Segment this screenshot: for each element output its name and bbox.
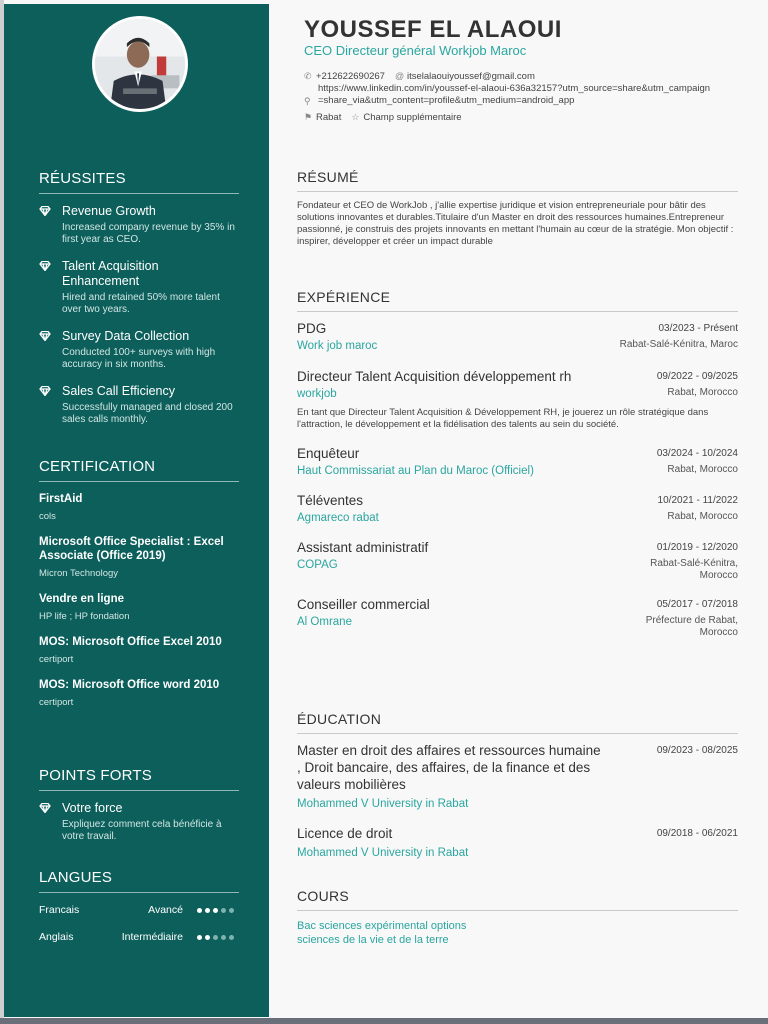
linkedin-contact[interactable] bbox=[304, 83, 714, 107]
diamond-icon bbox=[39, 261, 51, 271]
achievement-desc: Increased company revenue by 35% in first year as CEO. bbox=[62, 222, 235, 245]
achievement-desc: Conducted 100+ surveys with high accuracy in six months. bbox=[62, 347, 216, 370]
location-contact bbox=[304, 111, 341, 124]
diamond-icon bbox=[39, 206, 51, 216]
achievement-item bbox=[39, 204, 239, 246]
job-company: Al Omrane bbox=[297, 616, 352, 628]
summary-text: Fondateur et CEO de WorkJob , j'allie expertise juridique et vision entrepreneuriale pour bâtir des solutions innovantes et durables.Titulaire d'un Master en droit des ressources humaines.Entrepreneur passionné, je construis des projets innovants en mettant l'humain au cœur de la stratégie. Mon objectif : inspirer, développer et créer un impact durable bbox=[297, 200, 734, 247]
certification-name: MOS: Microsoft Office Excel 2010 bbox=[39, 636, 222, 648]
language-rating bbox=[197, 935, 234, 940]
certification-item bbox=[39, 678, 239, 708]
achievement-item bbox=[39, 329, 239, 371]
language-name: Anglais bbox=[39, 931, 74, 943]
email-text: itselalaouiyoussef@gmail.com bbox=[406, 71, 535, 82]
strength-title: Votre force bbox=[62, 801, 123, 815]
experience-item bbox=[297, 445, 738, 478]
job-date: 05/2017 - 07/2018 bbox=[656, 599, 738, 610]
experience-item bbox=[297, 596, 738, 639]
candidate-headline: CEO Directeur général Workjob Maroc bbox=[304, 43, 527, 58]
certification-item bbox=[39, 492, 239, 522]
sidebar bbox=[4, 4, 269, 1017]
education-item bbox=[297, 742, 738, 811]
phone-text: +212622690267 bbox=[316, 71, 385, 82]
achievement-title: Talent Acquisition Enhancement bbox=[62, 259, 159, 288]
achievement-title: Survey Data Collection bbox=[62, 329, 190, 343]
job-title: Directeur Talent Acquisition développement rh bbox=[297, 369, 572, 384]
achievement-item bbox=[39, 259, 239, 316]
job-title: Conseiller commercial bbox=[297, 597, 430, 612]
certification-item bbox=[39, 535, 239, 579]
job-title: PDG bbox=[297, 321, 327, 336]
experience-item bbox=[297, 492, 738, 525]
education-title: ÉDUCATION bbox=[297, 711, 738, 734]
rating-dot-empty bbox=[221, 908, 226, 913]
language-row bbox=[39, 903, 239, 917]
courses-section bbox=[297, 888, 738, 947]
job-company: COPAG bbox=[297, 559, 338, 571]
rating-dot-filled bbox=[205, 935, 210, 940]
experience-item bbox=[297, 539, 738, 582]
job-date: 09/2022 - 09/2025 bbox=[656, 371, 738, 382]
certification-name: Vendre en ligne bbox=[39, 593, 124, 605]
education-section bbox=[297, 711, 738, 860]
job-location: Rabat, Morocco bbox=[667, 464, 738, 475]
job-date: 03/2024 - 10/2024 bbox=[656, 448, 738, 459]
school-name: Mohammed V University in Rabat bbox=[297, 798, 469, 810]
course-item: Bac sciences expérimental options sciences de la vie et de la terre bbox=[297, 920, 467, 946]
avatar bbox=[92, 16, 188, 112]
certification-org: certiport bbox=[39, 697, 74, 708]
education-date: 09/2023 - 08/2025 bbox=[656, 745, 738, 756]
language-rating bbox=[197, 908, 234, 913]
job-date: 10/2021 - 11/2022 bbox=[657, 495, 738, 506]
job-title: Téléventes bbox=[297, 493, 364, 508]
certification-name: Microsoft Office Specialist : Excel Associate (Office 2019) bbox=[39, 536, 224, 562]
rating-dot-filled bbox=[205, 908, 210, 913]
language-row bbox=[39, 930, 239, 944]
diamond-icon bbox=[39, 803, 51, 813]
language-name: Francais bbox=[39, 904, 80, 916]
experience-title: EXPÉRIENCE bbox=[297, 289, 738, 312]
email-contact[interactable] bbox=[395, 70, 535, 83]
phone-contact[interactable] bbox=[304, 70, 385, 83]
certification-org: Micron Technology bbox=[39, 568, 119, 579]
job-location: Rabat, Morocco bbox=[667, 387, 738, 398]
job-company: Agmareco rabat bbox=[297, 512, 379, 524]
job-title: Enquêteur bbox=[297, 446, 360, 461]
certification-org: certiport bbox=[39, 654, 74, 665]
certification-item bbox=[39, 592, 239, 622]
extra-field-text: Champ supplémentaire bbox=[363, 112, 462, 123]
certification-item bbox=[39, 635, 239, 665]
achievement-title: Revenue Growth bbox=[62, 204, 156, 218]
achievements-section bbox=[39, 170, 239, 439]
job-location: Préfecture de Rabat, Morocco bbox=[645, 615, 738, 638]
job-location: Rabat-Salé-Kénitra, Maroc bbox=[619, 339, 738, 350]
rating-dot-empty bbox=[221, 935, 226, 940]
rating-dot-filled bbox=[197, 908, 202, 913]
strengths-title: POINTS FORTS bbox=[39, 767, 239, 791]
job-description: En tant que Directeur Talent Acquisition & Développement RH, je jouerez un rôle stratégique dans l'attraction, le développement et la fidélisation des talents au sein du société. bbox=[297, 407, 709, 430]
at-icon: @ bbox=[394, 71, 405, 81]
contact-info bbox=[304, 70, 714, 124]
phone-icon: ✆ bbox=[304, 71, 312, 81]
school-name: Mohammed V University in Rabat bbox=[297, 847, 469, 859]
experience-section bbox=[297, 289, 738, 639]
rating-dot-filled bbox=[213, 908, 218, 913]
certification-section bbox=[39, 458, 239, 721]
languages-section bbox=[39, 869, 239, 957]
degree-title: Master en droit des affaires et ressources humaine , Droit bancaire, des affaires, de la finance et des valeurs mobilières bbox=[297, 743, 601, 792]
job-title: Assistant administratif bbox=[297, 540, 429, 555]
courses-title: COURS bbox=[297, 888, 738, 911]
strength-desc: Expliquez comment cela bénéficie à votre travail. bbox=[62, 819, 222, 842]
certification-title: CERTIFICATION bbox=[39, 458, 239, 482]
education-date: 09/2018 - 06/2021 bbox=[656, 828, 738, 839]
job-location: Rabat, Morocco bbox=[667, 511, 738, 522]
certification-name: FirstAid bbox=[39, 493, 83, 505]
job-company: Haut Commissariat au Plan du Maroc (Officiel) bbox=[297, 465, 534, 477]
strengths-section bbox=[39, 767, 239, 856]
rating-dot-empty bbox=[229, 935, 234, 940]
rating-dot-empty bbox=[229, 908, 234, 913]
achievement-title: Sales Call Efficiency bbox=[62, 384, 176, 398]
link-icon: ⚲ bbox=[304, 96, 311, 106]
star-icon: ☆ bbox=[351, 112, 360, 122]
certification-org: HP life ; HP fondation bbox=[39, 611, 130, 622]
language-level: Avancé bbox=[148, 904, 183, 916]
experience-item bbox=[297, 368, 738, 431]
job-date: 01/2019 - 12/2020 bbox=[656, 542, 738, 553]
degree-title: Licence de droit bbox=[297, 826, 393, 841]
extra-field bbox=[351, 111, 461, 124]
summary-section bbox=[297, 169, 738, 248]
languages-title: LANGUES bbox=[39, 869, 239, 893]
achievement-desc: Successfully managed and closed 200 sales calls monthly. bbox=[62, 402, 233, 425]
contact-row bbox=[304, 111, 714, 124]
rating-dot-filled bbox=[197, 935, 202, 940]
job-location: Rabat-Salé-Kénitra, Morocco bbox=[650, 558, 738, 581]
job-company: workjob bbox=[297, 388, 337, 400]
diamond-icon bbox=[39, 386, 51, 396]
achievements-title: RÉUSSITES bbox=[39, 170, 239, 194]
job-company: Work job maroc bbox=[297, 340, 378, 352]
certification-name: MOS: Microsoft Office word 2010 bbox=[39, 679, 220, 691]
language-level: Intermédiaire bbox=[121, 931, 183, 943]
linkedin-url: https://www.linkedin.com/in/youssef-el-alaoui-636a32157?utm_source=share&utm_campaign=share_via&utm_content=profile&utm_medium=android_app bbox=[318, 83, 711, 106]
experience-item bbox=[297, 320, 738, 353]
candidate-name: YOUSSEF EL ALAOUI bbox=[304, 16, 562, 43]
job-date: 03/2023 - Présent bbox=[658, 323, 738, 334]
summary-title: RÉSUMÉ bbox=[297, 169, 738, 192]
education-item bbox=[297, 825, 738, 860]
achievement-item bbox=[39, 384, 239, 426]
profile-photo-icon bbox=[95, 19, 185, 109]
contact-row bbox=[304, 70, 714, 83]
achievement-desc: Hired and retained 50% more talent over two years. bbox=[62, 292, 220, 315]
location-pin-icon: ⚑ bbox=[304, 112, 313, 122]
rating-dot-empty bbox=[213, 935, 218, 940]
certification-org: cols bbox=[39, 511, 56, 522]
location-text: Rabat bbox=[316, 112, 342, 123]
diamond-icon bbox=[39, 331, 51, 341]
strength-item bbox=[39, 801, 239, 843]
